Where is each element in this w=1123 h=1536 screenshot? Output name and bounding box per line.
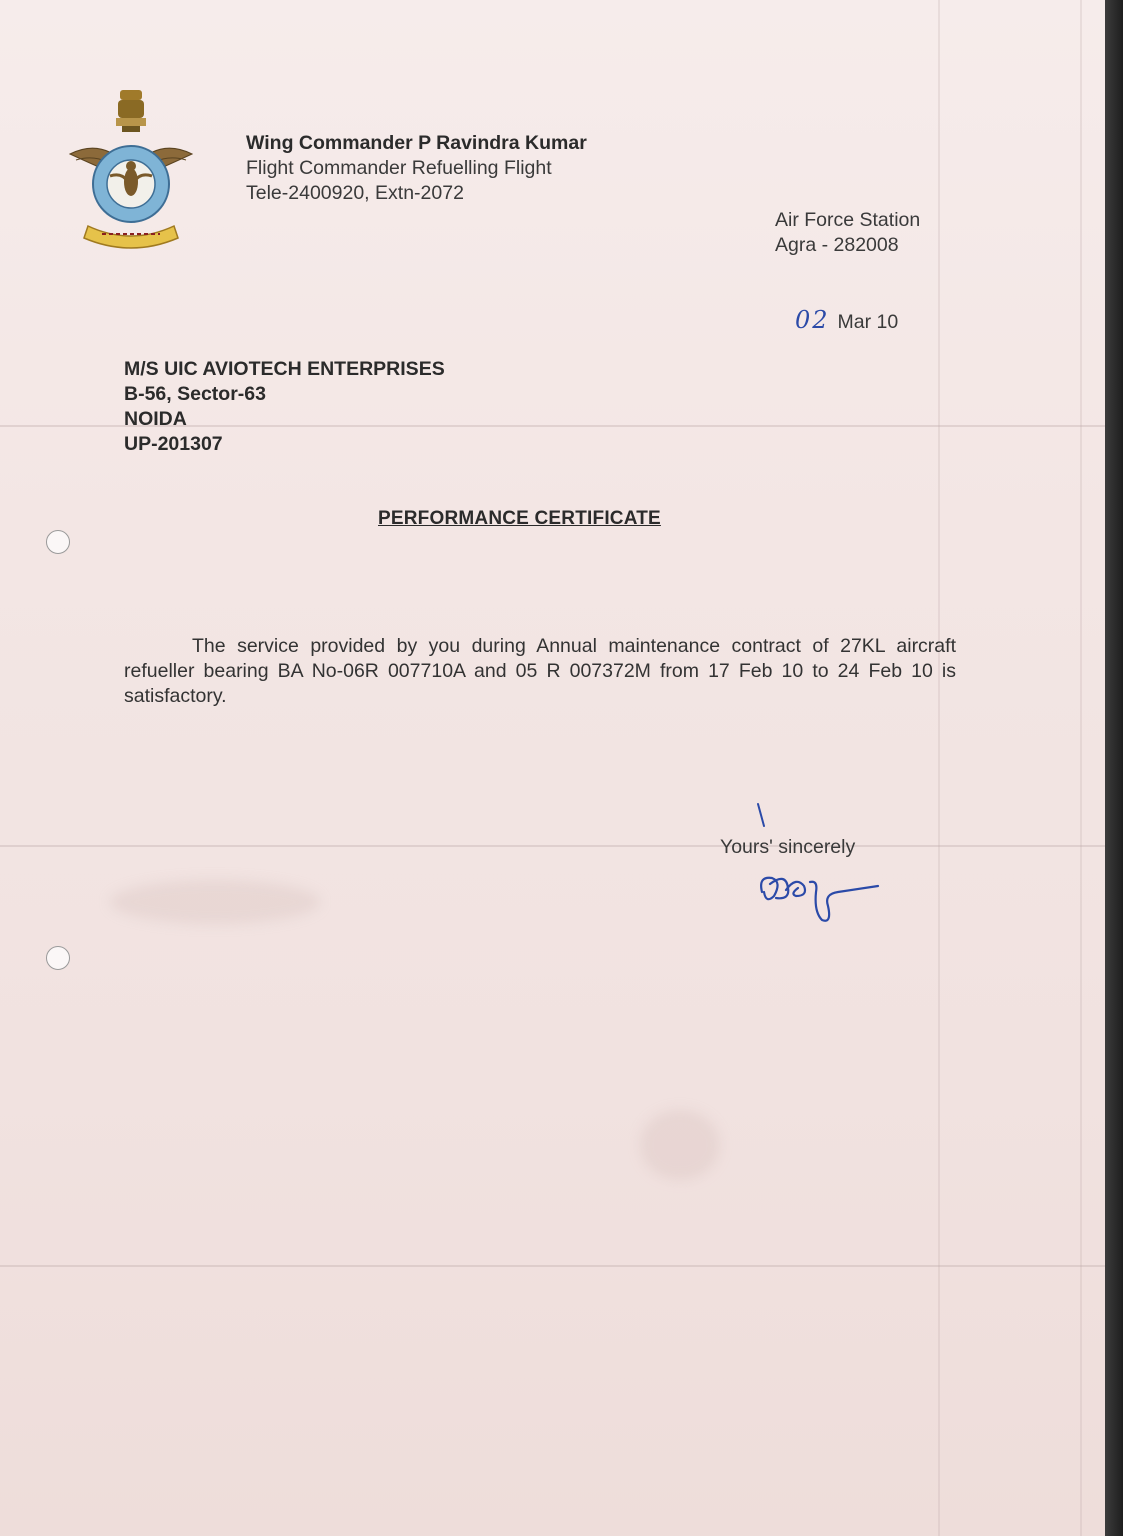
certificate-body: The service provided by you during Annual maintenance contract of 27KL aircraft refueller bearing BA No-06R 007710A and 05 R 007372M from 17 Feb 10 to 24 Feb 10 is satisfactory. — [124, 635, 956, 707]
closing-text: Yours' sincerely — [720, 836, 856, 858]
station-address — [775, 208, 920, 258]
recipient-line-4: UP-201307 — [124, 433, 223, 455]
paper-stain — [640, 1110, 720, 1180]
sender-phone: Tele-2400920, Extn-2072 — [246, 182, 464, 204]
date-month-year: Mar 10 — [837, 311, 899, 333]
recipient-address — [124, 357, 445, 457]
sender-designation: Flight Commander Refuelling Flight — [246, 157, 552, 179]
paper-fold — [1080, 0, 1082, 1536]
station-line-2: Agra - 282008 — [775, 234, 899, 256]
punch-hole — [46, 530, 70, 554]
letterhead — [246, 131, 587, 206]
certificate-title: PERFORMANCE CERTIFICATE — [378, 508, 661, 529]
air-force-emblem-icon — [62, 86, 200, 256]
letter-date — [795, 306, 898, 334]
pen-tick-mark — [740, 800, 780, 840]
recipient-line-3: NOIDA — [124, 408, 187, 430]
handwritten-signature — [752, 862, 882, 932]
paper-fold — [938, 0, 940, 1536]
date-day-handwritten: 02 — [795, 306, 830, 334]
punch-hole — [46, 946, 70, 970]
paper-stain — [110, 880, 320, 924]
recipient-line-2: B-56, Sector-63 — [124, 383, 266, 405]
station-line-1: Air Force Station — [775, 209, 921, 231]
recipient-line-1: M/S UIC AVIOTECH ENTERPRISES — [124, 358, 445, 380]
scan-edge — [1105, 0, 1123, 1536]
sender-name: Wing Commander P Ravindra Kumar — [246, 132, 587, 154]
